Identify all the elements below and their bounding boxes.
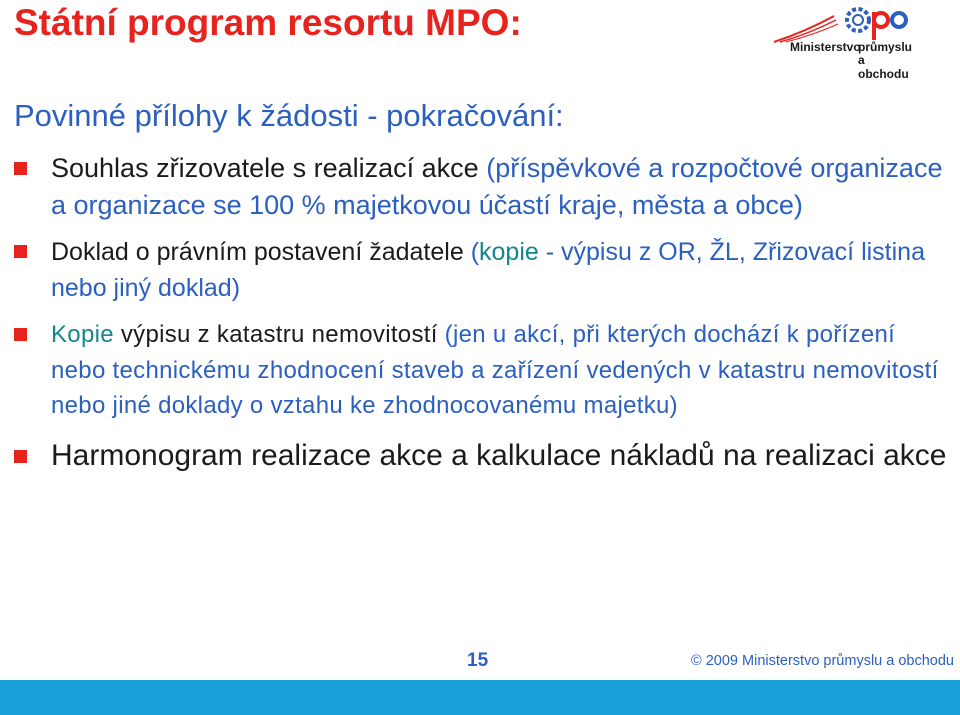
bullet-kopie-main: výpisu z katastru nemovitostí	[113, 321, 445, 348]
bullet-square-icon	[14, 450, 27, 463]
bullet-kopie-kopie: Kopie	[51, 321, 114, 348]
slide-subtitle: Povinné přílohy k žádosti - pokračování:	[14, 98, 564, 133]
bullet-square-icon	[14, 162, 27, 175]
logo-text-ministerstvo: Ministerstvo	[790, 40, 861, 54]
bullet-square-icon	[14, 328, 27, 341]
footer-bar	[0, 680, 960, 715]
mpo-logo	[772, 6, 913, 81]
logo-text-a-obchodu: a obchodu	[858, 53, 909, 81]
bullet-kopie-note: (jen u akcí, při kterých dochází k pořízení nebo technickému zhodnocení staveb a zařízení vedených v katastru nemovitostí nebo jiné doklady o vztahu ke zhodnocovanému majetku)	[51, 321, 939, 419]
bullet-harmonogram	[14, 436, 954, 476]
bullet-doklad-kopie: kopie	[479, 238, 539, 266]
bullet-doklad-paren: (	[470, 238, 480, 266]
slide-title: Státní program resortu MPO:	[14, 2, 522, 43]
bullet-doklad-note: - výpisu z OR, ŽL, Zřizovací listina nebo jiný doklad)	[51, 238, 925, 302]
page-number: 15	[467, 650, 489, 671]
bullet-doklad-main: Doklad o právním postavení žadatele	[51, 238, 471, 266]
bullet-harmonogram-main: Harmonogram realizace akce a kalkulace nákladů na realizaci akce	[51, 438, 947, 472]
bullet-kopie	[14, 317, 954, 424]
bullet-square-icon	[14, 245, 27, 258]
bullet-doklad	[14, 234, 954, 306]
logo-text-prumyslu: průmyslu	[858, 40, 913, 54]
bullet-souhlas-note: (příspěvkové a rozpočtové organizace a organizace se 100 % majetkovou účastí kraje, města a obce)	[51, 153, 943, 220]
bullet-souhlas-main: Souhlas zřizovatele s realizací akce	[51, 153, 487, 183]
footer-copyright: © 2009 Ministerstvo průmyslu a obchodu	[691, 653, 954, 669]
bullet-list	[14, 150, 954, 476]
bullet-souhlas	[14, 150, 954, 224]
